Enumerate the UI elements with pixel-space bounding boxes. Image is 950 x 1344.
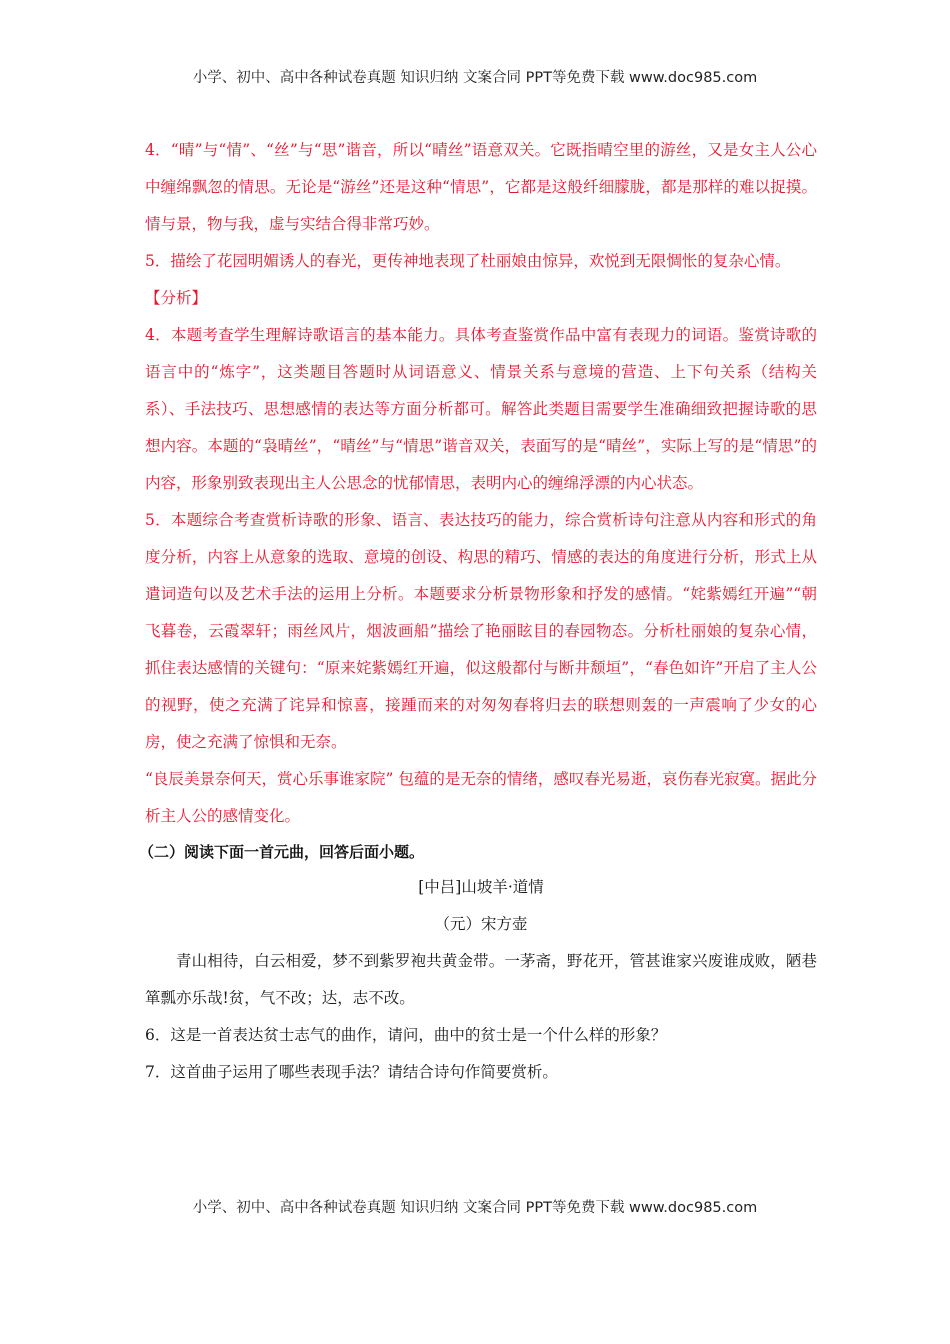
document-body <box>139 132 817 1091</box>
poem-title: [中吕]山坡羊·道情 <box>418 878 544 896</box>
section-heading: （二）阅读下面一首元曲，回答后面小题。 <box>139 843 425 861</box>
poem-body: 青山相待，白云相爱，梦不到紫罗袍共黄金带。一茅斋，野花开，管甚谁家兴废谁成败，陋巷箪瓢亦乐哉!贫，气不改；达，志不改。 <box>145 952 817 1007</box>
answer-5: 5．描绘了花园明媚诱人的春光，更传神地表现了杜丽娘由惊异，欢悦到无限惆怅的复杂心情。 <box>145 252 791 270</box>
question-7: 7．这首曲子运用了哪些表现手法？请结合诗句作简要赏析。 <box>145 1063 558 1081</box>
poem-author: （元）宋方壶 <box>434 915 528 933</box>
analysis-5-continued: “良辰美景奈何天，赏心乐事谁家院” 包蕴的是无奈的情绪，感叹春光易逝，哀伤春光寂寞。据此分析主人公的感情变化。 <box>145 770 817 825</box>
page-footer: 小学、初中、高中各种试卷真题 知识归纳 文案合同 PPT等免费下载 www.doc985.com <box>192 1200 758 1216</box>
analysis-5: 5．本题综合考查赏析诗歌的形象、语言、表达技巧的能力，综合赏析诗句注意从内容和形式的角度分析，内容上从意象的选取、意境的创设、构思的精巧、情感的表达的角度进行分析，形式上从遣词造句以及艺术手法的运用上分析。本题要求分析景物形象和抒发的感情。“姹紫嫣红开遍”“朝飞暮卷，云霞翠轩；雨丝风片，烟波画船”描绘了艳丽眩目的春园物态。分析杜丽娘的复杂心情，抓住表达感情的关键句：“原来姹紫嫣红开遍，似这般都付与断井颓垣”，“春色如许”开启了主人公的视野，使之充满了诧异和惊喜，接踵而来的对匆匆春将归去的联想则轰的一声震响了少女的心房，使之充满了惊惧和无奈。 <box>145 511 817 751</box>
analysis-label: 【分析】 <box>145 289 208 307</box>
page-header: 小学、初中、高中各种试卷真题 知识归纳 文案合同 PPT等免费下载 www.doc985.com <box>192 70 758 86</box>
question-6: 6．这是一首表达贫士志气的曲作，请问，曲中的贫士是一个什么样的形象？ <box>145 1026 667 1044</box>
analysis-4: 4．本题考查学生理解诗歌语言的基本能力。具体考查鉴赏作品中富有表现力的词语。鉴赏诗歌的语言中的“炼字”，这类题目答题时从词语意义、情景关系与意境的营造、上下句关系（结构关系）、手法技巧、思想感情的表达等方面分析都可。解答此类题目需要学生准确细致把握诗歌的思想内容。本题的“袅晴丝”，“晴丝”与“情思”谐音双关，表面写的是“晴丝”，实际上写的是“情思”的内容，形象别致表现出主人公思念的忧郁情思，表明内心的缠绵浮漂的内心状态。 <box>145 326 817 492</box>
answer-4: 4．“晴”与“情”、“丝”与“思”谐音，所以“晴丝”语意双关。它既指晴空里的游丝，又是女主人公心中缠绵飘忽的情思。无论是“游丝”还是这种“情思”，它都是这般纤细朦胧，都是那样的难以捉摸。情与景，物与我，虚与实结合得非常巧妙。 <box>145 141 817 233</box>
